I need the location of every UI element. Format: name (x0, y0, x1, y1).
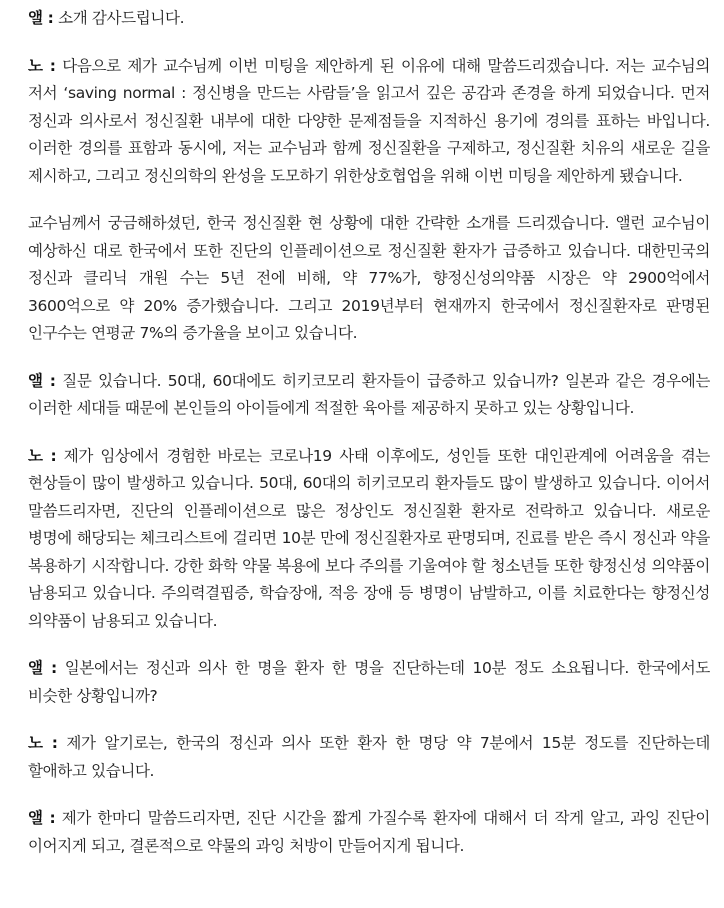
speaker-label: 앨 : (28, 371, 56, 390)
paragraph-text: 일본에서는 정신과 의사 한 명을 환자 한 명을 진단하는데 10분 정도 소요됩니다. 한국에서도 비슷한 상황입니까? (28, 659, 710, 705)
paragraph-2 (28, 53, 710, 191)
paragraph-text: 제가 한마디 말씀드리자면, 진단 시간을 짧게 가질수록 환자에 대해서 더 작게 알고, 과잉 진단이 이어지게 되고, 결론적으로 약물의 과잉 처방이 만들어지게 됩니다. (28, 809, 710, 855)
paragraph-4 (28, 368, 710, 423)
paragraph-3 (28, 210, 710, 348)
speaker-label: 앨 : (28, 809, 56, 827)
paragraph-text: 제가 알기로는, 한국의 정신과 의사 또한 환자 한 명당 약 7분에서 15분 정도를 진단하는데 할애하고 있습니다. (28, 734, 711, 780)
paragraph-text: 교수님께서 궁금해하셨던, 한국 정신질환 현 상황에 대한 간략한 소개를 드리겠습니다. 앨런 교수님이 예상하신 대로 한국에서 또한 진단의 인플레이션으로 정신질환 환자가 급증하고 있습니다. 대한민국의 정신과 클리닉 개원 수는 5년 전에 비해, 약 77%가, 향정신성의약품 시장은 약 2900억에서 3600억으로 약 20% 증가했습니다. 그리고 2019년부터 현재까지 한국에서 정신질환자로 판명된 인구수는 연평균 7%의 증가율을 보이고 있습니다. (28, 214, 710, 342)
paragraph-text: 소개 감사드립니다. (53, 9, 185, 27)
speaker-label: 노 : (28, 56, 56, 75)
paragraph-5 (28, 443, 710, 636)
paragraph-8 (28, 805, 710, 860)
paragraph-7 (28, 730, 710, 785)
paragraph-text: 질문 있습니다. 50대, 60대에도 히키코모리 환자들이 급증하고 있습니까? 일본과 같은 경우에는 이러한 세대들 때문에 본인들의 아이들에게 적절한 육아를 제공하지 못하고 있는 상황입니다. (28, 371, 710, 417)
paragraph-1 (28, 5, 710, 33)
speaker-label: 노 : (28, 734, 58, 752)
speaker-label: 앨 : (28, 9, 54, 27)
paragraph-6 (28, 655, 710, 710)
speaker-label: 노 : (28, 446, 57, 465)
speaker-label: 앨 : (28, 659, 57, 677)
paragraph-text: 제가 임상에서 경험한 바로는 코로나19 사태 이후에도, 성인들 또한 대인관계에 어려움을 겪는 현상들이 많이 발생하고 있습니다. 50대, 60대의 히키코모리 환자들도 많이 발생하고 있습니다. 이어서 말씀드리자면, 진단의 인플레이션으로 많은 정상인도 정신질환 환자로 전락하고 있습니다. 새로운 병명에 해당되는 체크리스트에 걸리면 10분 만에 정신질환자로 판명되며, 진료를 받은 즉시 정신과 약을 복용하기 시작합니다. 강한 화학 약물 복용에 보다 주의를 기울여야 할 청소년들 또한 향정신성 의약품이 남용되고 있습니다. 주의력결핍증, 학습장애, 적응 장애 등 병명이 남발하고, 이를 치료한다는 향정신성 의약품이 남용되고 있습니다. (28, 446, 710, 630)
paragraph-text: 다음으로 제가 교수님께 이번 미팅을 제안하게 된 이유에 대해 말씀드리겠습니다. 저는 교수님의 저서 ‘saving normal : 정신병을 만드는 사람들’을 읽고서 깊은 공감과 존경을 하게 되었습니다. 먼저 정신과 의사로서 정신질환 내부에 대한 다양한 문제점들을 지적하신 용기에 경의를 표하는 바입니다. 이러한 경의를 표함과 동시에, 저는 교수님과 함께 정신질환을 구제하고, 정신질환 치유의 새로운 길을 제시하고, 그리고 정신의학의 완성을 도모하기 위한상호협업을 위해 이번 미팅을 제안하게 됐습니다. (28, 56, 710, 185)
